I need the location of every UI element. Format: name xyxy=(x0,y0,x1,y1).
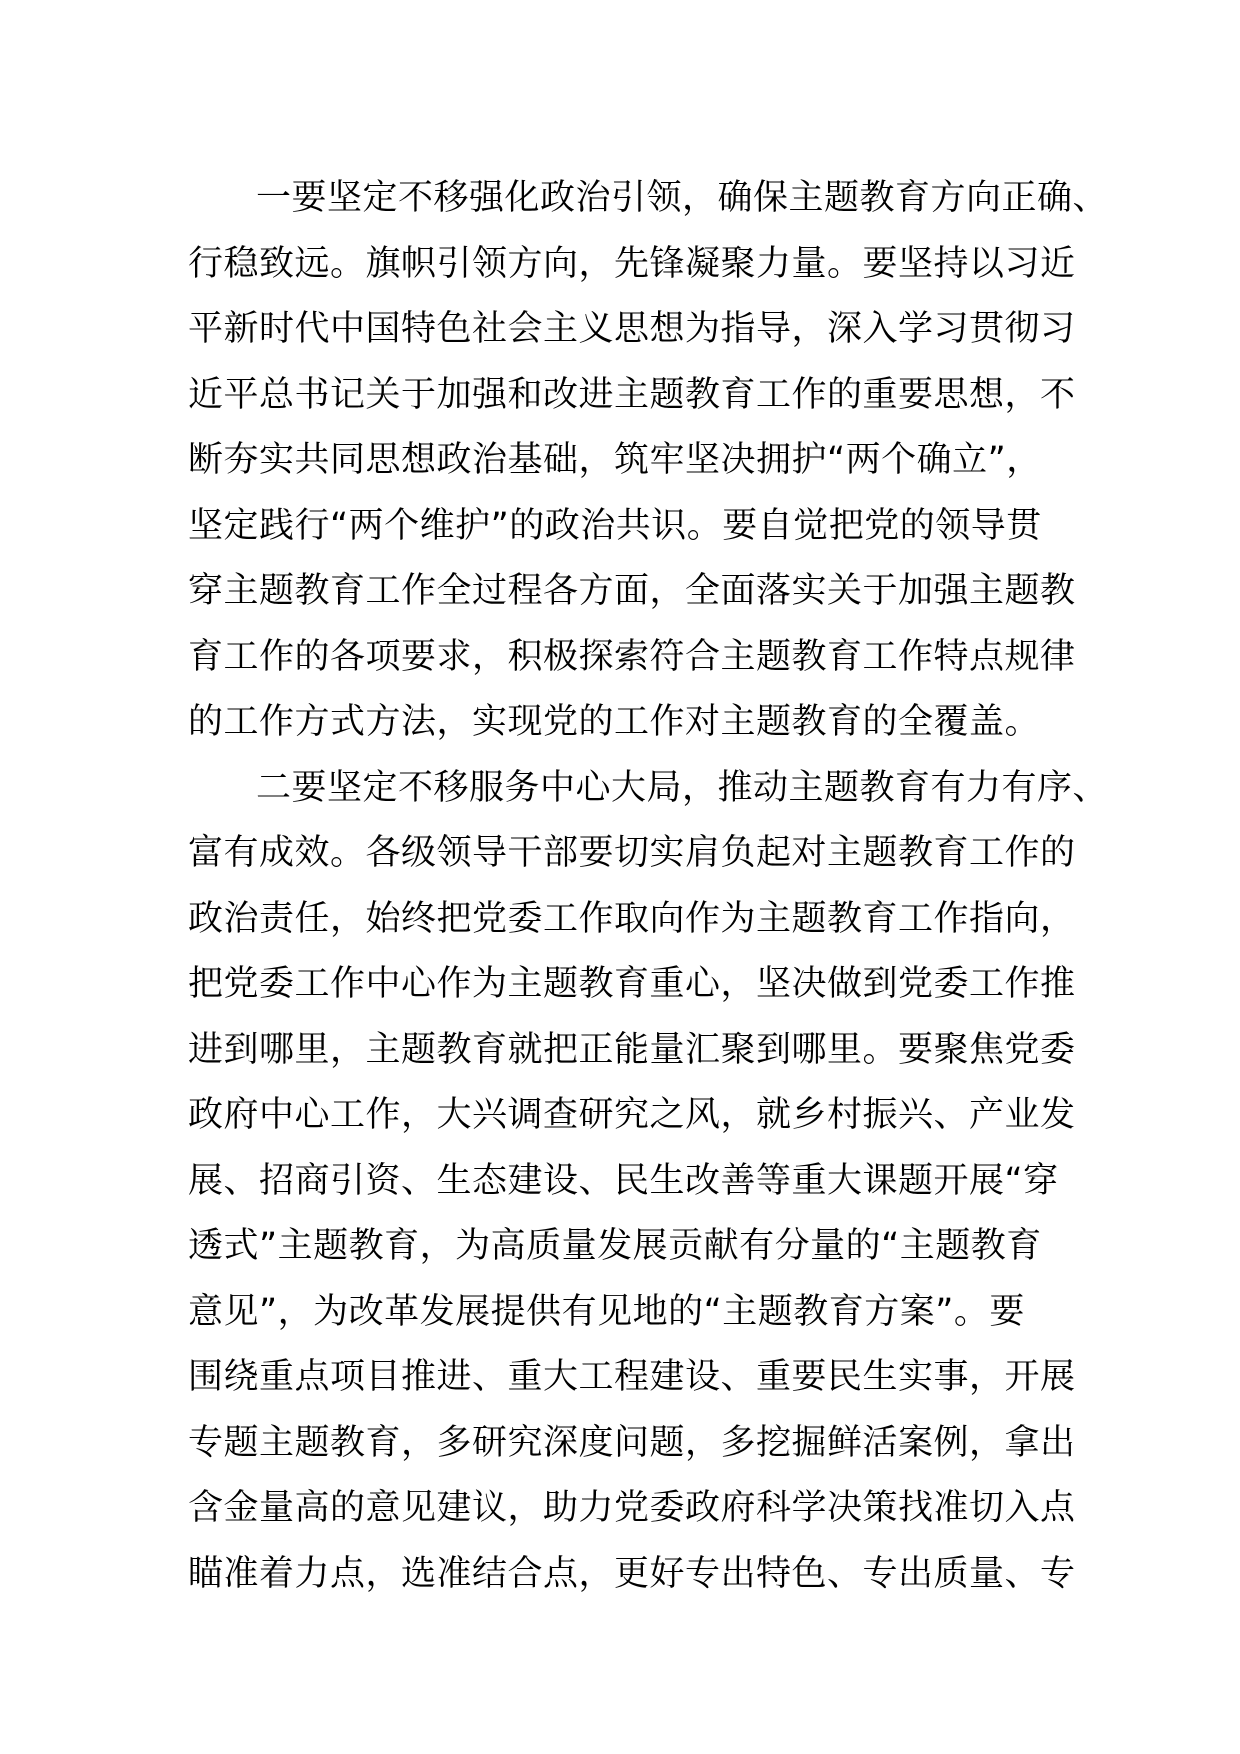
document-body xyxy=(188,166,1109,1607)
text-line: 育工作的各项要求，积极探索符合主题教育工作特点规律 xyxy=(188,636,1076,677)
text-line: 围绕重点项目推进、重大工程建设、重要民生实事，开展 xyxy=(188,1357,1076,1397)
text-line: 含金量高的意见建议，助力党委政府科学决策找准切入点 xyxy=(188,1488,1076,1528)
text-line: 的工作方式方法，实现党的工作对主题教育的全覆盖。 xyxy=(188,702,1041,742)
text-line: 意见”，为改革发展提供有见地的“主题教育方案”。要 xyxy=(188,1291,1025,1332)
text-line: 政治责任，始终把党委工作取向作为主题教育工作指向， xyxy=(188,898,1076,939)
text-line: 进到哪里，主题教育就把正能量汇聚到哪里。要聚焦党委 xyxy=(188,1029,1076,1070)
text-line: 坚定践行“两个维护”的政治共识。要自觉把党的领导贯 xyxy=(188,505,1042,546)
text-line: 行稳致远。旗帜引领方向，先锋凝聚力量。要坚持以习近 xyxy=(188,243,1076,284)
text-line: 展、招商引资、生态建设、民生改善等重大课题开展“穿 xyxy=(188,1160,1059,1201)
text-line: 近平总书记关于加强和改进主题教育工作的重要思想，不 xyxy=(188,374,1076,415)
text-line: 断夯实共同思想政治基础，筑牢坚决拥护“两个确立”， xyxy=(188,440,1042,480)
text-line: 把党委工作中心作为主题教育重心，坚决做到党委工作推 xyxy=(188,964,1076,1004)
text-line: 平新时代中国特色社会主义思想为指导，深入学习贯彻习 xyxy=(188,309,1076,349)
text-line: 富有成效。各级领导干部要切实肩负起对主题教育工作的 xyxy=(188,833,1076,873)
text-line: 二要坚定不移服务中心大局，推动主题教育有力有序、 xyxy=(256,767,1109,808)
paragraph-1 xyxy=(188,166,1109,756)
text-line: 穿主题教育工作全过程各方面，全面落实关于加强主题教 xyxy=(188,571,1076,611)
text-line: 专题主题教育，多研究深度问题，多挖掘鲜活案例，拿出 xyxy=(188,1422,1076,1463)
paragraph-2 xyxy=(188,756,1109,1608)
text-line: 一要坚定不移强化政治引领，确保主题教育方向正确、 xyxy=(256,178,1109,218)
text-line: 政府中心工作，大兴调查研究之风，就乡村振兴、产业发 xyxy=(188,1095,1076,1135)
text-line: 透式”主题教育，为高质量发展贡献有分量的“主题教育 xyxy=(188,1226,1042,1266)
text-line: 瞄准着力点，选准结合点，更好专出特色、专出质量、专 xyxy=(188,1553,1076,1594)
